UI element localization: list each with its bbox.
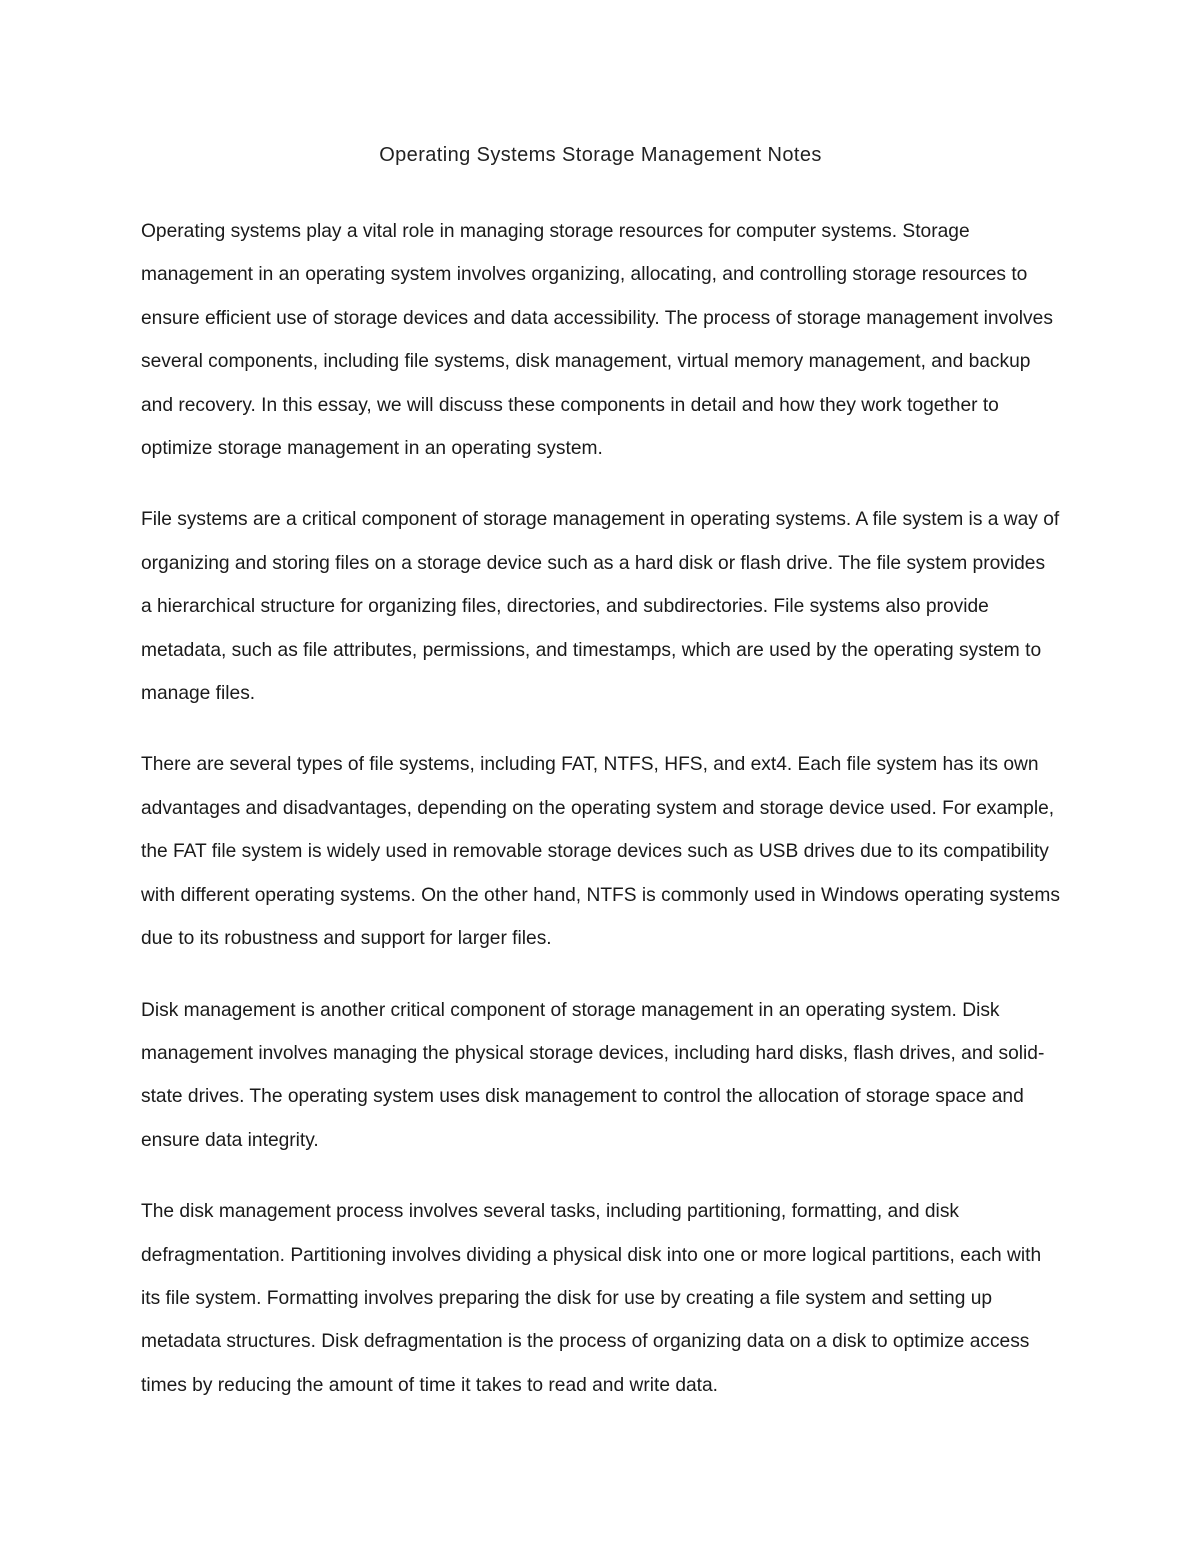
paragraph-file-system-types: There are several types of file systems, including FAT, NTFS, HFS, and ext4. Each file system has its own advantages and disadvantages, depending on the operating system and storage device used. For example, the FAT file system is widely used in removable storage devices such as USB drives due to its compatibility with different operating systems. On the other hand, NTFS is commonly used in Windows operating systems due to its robustness and support for larger files.	[141, 754, 1060, 950]
document-title: Operating Systems Storage Management Notes	[379, 144, 822, 166]
document-body	[141, 210, 1060, 1407]
paragraph-disk-management: Disk management is another critical component of storage management in an operating system. Disk management involves managing the physical storage devices, including hard disks, flash drives, and solid-state drives. The operating system uses disk management to control the allocation of storage space and ensure data integrity.	[141, 999, 1045, 1151]
paragraph-intro: Operating systems play a vital role in managing storage resources for computer systems. Storage management in an operating system involves organizing, allocating, and controlling storage resources to ensure efficient use of storage devices and data accessibility. The process of storage management involves several components, including file systems, disk management, virtual memory management, and backup and recovery. In this essay, we will discuss these components in detail and how they work together to optimize storage management in an operating system.	[141, 221, 1053, 460]
paragraph-disk-management-process: The disk management process involves several tasks, including partitioning, formatting, and disk defragmentation. Partitioning involves dividing a physical disk into one or more logical partitions, each with its file system. Formatting involves preparing the disk for use by creating a file system and setting up metadata structures. Disk defragmentation is the process of organizing data on a disk to optimize access times by reducing the amount of time it takes to read and write data.	[141, 1201, 1042, 1396]
paragraph-file-systems: File systems are a critical component of storage management in operating systems. A file system is a way of organizing and storing files on a storage device such as a hard disk or flash drive. The file system provides a hierarchical structure for organizing files, directories, and subdirectories. File systems also provide metadata, such as file attributes, permissions, and timestamps, which are used by the operating system to manage files.	[141, 509, 1060, 705]
